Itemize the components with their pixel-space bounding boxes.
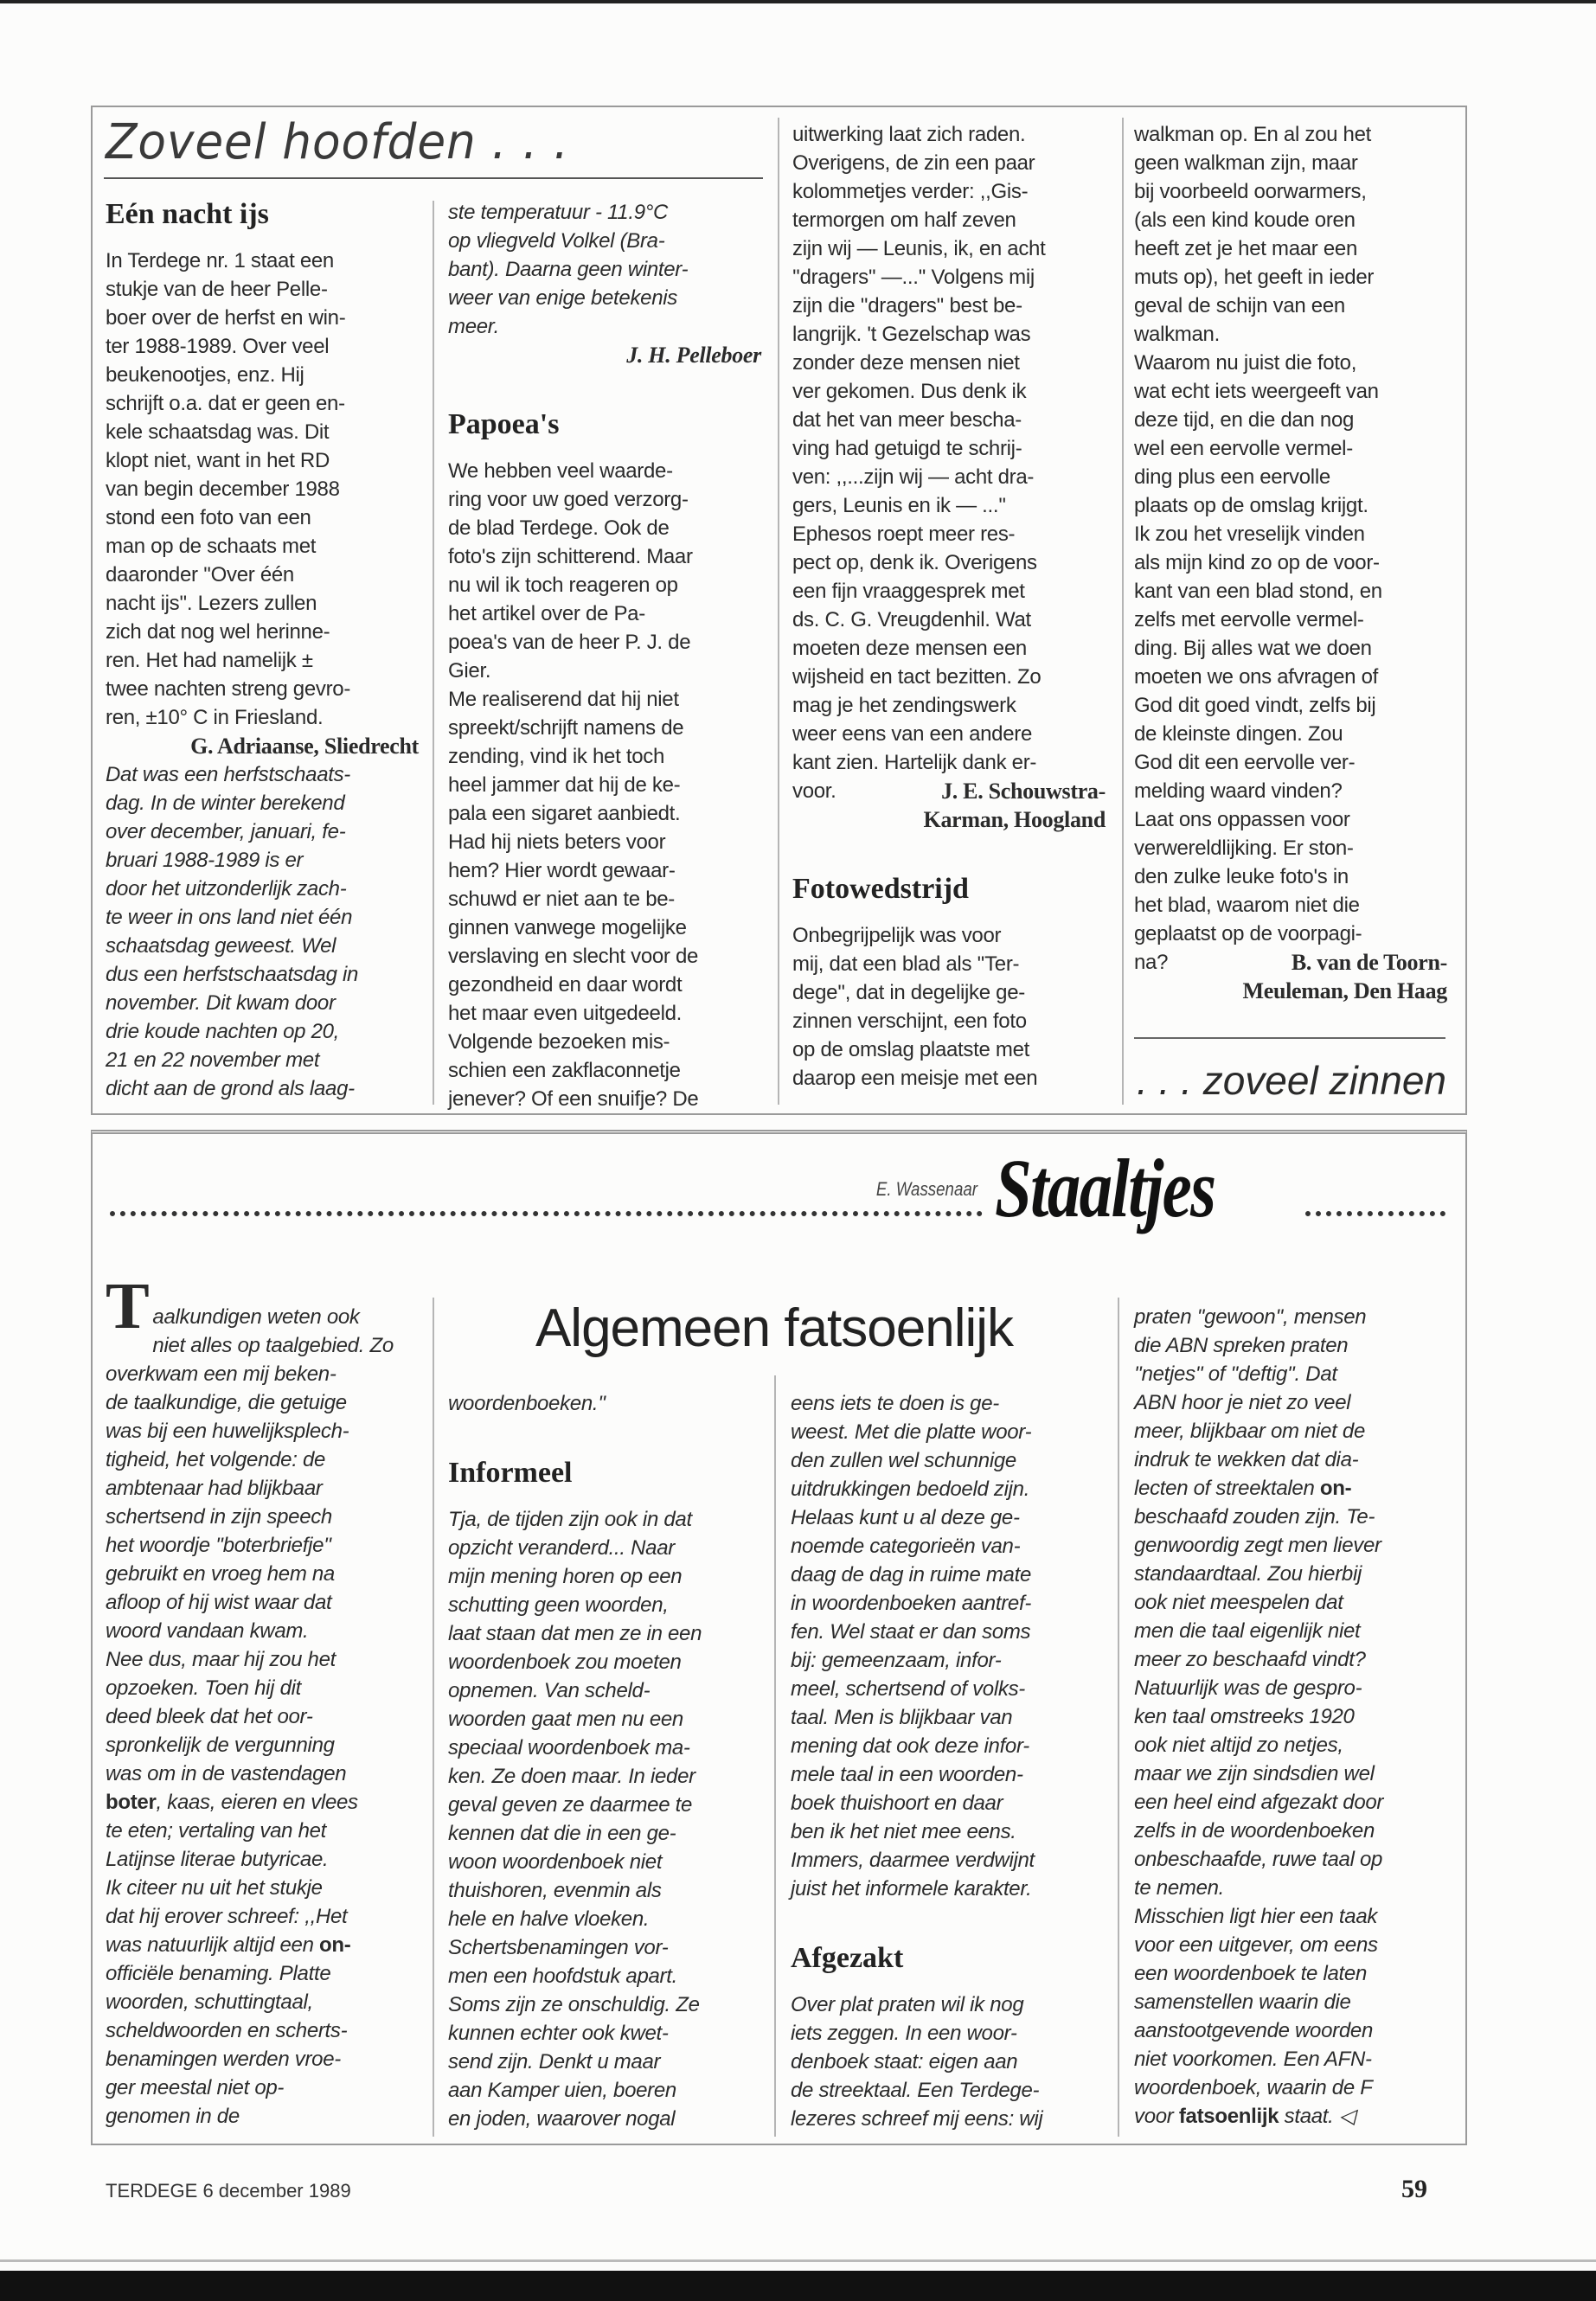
text-line: hem? Hier wordt gewaar- — [448, 859, 676, 882]
text-line: walkman. — [1134, 323, 1220, 346]
text-line: mijn mening horen op een — [448, 1565, 683, 1588]
text-line: langrijk. 't Gezelschap was — [792, 323, 1031, 346]
text-line: Natuurlijk was de gespro- — [1134, 1676, 1362, 1700]
text-line: officiële benaming. Platte — [106, 1962, 331, 1985]
text-line: ding plus een eervolle — [1134, 465, 1330, 489]
text-line: ring voor uw goed verzorg- — [448, 488, 689, 511]
dotted-rule-left — [110, 1211, 983, 1216]
text-line: geplaatst op de voorpagi- — [1134, 922, 1362, 945]
text-line: walkman op. En al zou het — [1134, 123, 1371, 146]
text-line: te weer in ons land niet één — [106, 906, 353, 929]
text-line: geval geven ze daarmee te — [448, 1793, 693, 1817]
text-line: Had hij niets beters voor — [448, 830, 666, 854]
text-line: ''dragers'' —...'' Volgens mij — [792, 266, 1035, 289]
text-line: kolommetjes verder: ,,Gis- — [792, 180, 1029, 203]
text-line: Me realiserend dat hij niet — [448, 688, 679, 711]
text-line: boek thuishoort en daar — [791, 1791, 1003, 1815]
text-line: was om in de vastendagen — [106, 1762, 347, 1785]
text-line: Schertsbenamingen vor- — [448, 1936, 669, 1959]
column-divider — [1122, 118, 1124, 1105]
text-line: ren. Het had namelijk ± — [106, 649, 313, 672]
text-line: hele en halve vloeken. — [448, 1907, 650, 1931]
text-line: ste temperatuur - 11.9°C — [448, 201, 669, 224]
text-line: mening dat ook deze infor- — [791, 1734, 1029, 1758]
text-line: ving had getuigd te schrij- — [792, 437, 1022, 460]
text-line: melding waard vinden? — [1134, 779, 1343, 803]
text-line: ginnen vanwege mogelijke — [448, 916, 687, 939]
text-line: ken taal omstreeks 1920 — [1134, 1705, 1355, 1728]
text-line: over december, januari, fe- — [106, 820, 346, 843]
text-line: en joden, waarover nogal — [448, 2107, 676, 2131]
text-line: heeft zet je het maar een — [1134, 237, 1358, 260]
text-line: stukje van de heer Pelle- — [106, 278, 328, 301]
text-line: woord vandaan kwam. — [106, 1619, 309, 1643]
text-line: samenstellen waarin die — [1134, 1990, 1351, 2014]
column-divider — [774, 1375, 776, 2137]
text-line: nu wil ik toch reageren op — [448, 574, 678, 597]
text-line: kant van een blad stond, en — [1134, 580, 1382, 603]
text-line: meel, schertsend of volks- — [791, 1677, 1025, 1701]
text-line: Immers, daarmee verdwijnt — [791, 1849, 1035, 1872]
text-line: mij, dat een blad als ''Ter- — [792, 952, 1020, 976]
text-line: zelfs in de woordenboeken — [1134, 1819, 1375, 1843]
text-line: tigheid, het volgende: de — [106, 1448, 326, 1471]
article-column-4 — [1134, 1303, 1447, 2131]
text-line: was bij een huwelijksplech- — [106, 1420, 349, 1443]
letter-signature: J. E. Schouwstra- — [941, 779, 1106, 804]
text-line: deed bleek dat het oor- — [106, 1705, 313, 1728]
text-line: aanstootgevende woorden — [1134, 2019, 1373, 2042]
article-column-3 — [791, 1389, 1104, 2133]
text-line: als mijn kind zo op de voor- — [1134, 551, 1380, 574]
text-line: noemde categorieën van- — [791, 1535, 1021, 1558]
text-line: bant). Daarna geen winter- — [448, 258, 689, 281]
section-closing-title: . . . zoveel zinnen — [1137, 1058, 1446, 1103]
closing-rule — [1134, 1037, 1445, 1039]
text-line: genomen in de — [106, 2105, 240, 2128]
text-line: ook niet meespelen dat — [1134, 1591, 1343, 1614]
text-line: men een hoofdstuk apart. — [448, 1965, 677, 1988]
text-line: opzoeken. Toen hij dit — [106, 1676, 302, 1700]
text-fragment: lecten of streektalen — [1134, 1477, 1320, 1500]
text-line: onbeschaafde, ruwe taal op — [1134, 1848, 1383, 1871]
text-line: muts op), het geeft in ieder — [1134, 266, 1375, 289]
text-line: niet voorkomen. Een AFN- — [1134, 2048, 1372, 2071]
text-line: het artikel over de Pa- — [448, 602, 645, 625]
author-name: E. Wassenaar — [875, 1178, 977, 1200]
text-line: gezondheid en daar wordt — [448, 973, 683, 997]
text-line: dat hij erover schreef: ,,Het — [106, 1905, 348, 1928]
text-line: opnemen. Van scheld- — [448, 1679, 651, 1702]
text-line: lezeres schreef mij eens: wij — [791, 2107, 1043, 2131]
text-line: schertsend in zijn speech — [106, 1505, 332, 1529]
text-line: eens iets te doen is ge- — [791, 1392, 999, 1415]
text-line: meer, blijkbaar om niet de — [1134, 1420, 1366, 1443]
text-line: daag de dag in ruime mate — [791, 1563, 1032, 1586]
article-column-1 — [106, 1270, 419, 2131]
text-fragment: voor — [1134, 2105, 1179, 2128]
drop-cap: T — [106, 1270, 150, 1343]
text-line: een heel eind afgezakt door — [1134, 1791, 1384, 1814]
text-line — [1134, 1474, 1447, 1503]
text-line: wijsheid en tact bezitten. Zo — [792, 665, 1042, 689]
text-line: moeten we ons afvragen of — [1134, 665, 1379, 689]
text-line: ken. Ze doen maar. In ieder — [448, 1765, 695, 1788]
text-line: dicht aan de grond als laag- — [106, 1077, 355, 1100]
text-line: woorden gaat men nu een — [448, 1708, 683, 1731]
text-line: weer van enige betekenis — [448, 286, 677, 310]
text-line: de taalkundige, die getuige — [106, 1391, 347, 1414]
text-line: verwereldlijking. Er ston- — [1134, 836, 1354, 860]
text-line: God dit goed vindt, zelfs bij — [1134, 694, 1376, 717]
letters-column-2 — [448, 198, 761, 1113]
letters-column-1 — [106, 197, 419, 1103]
text-line: woordenboek zou moeten — [448, 1650, 682, 1674]
text-line: Overigens, de zin een paar — [792, 151, 1035, 175]
text-line: dege'', dat in degelijke ge- — [792, 981, 1025, 1004]
text-line: wel een eervolle vermel- — [1134, 437, 1353, 460]
text-line: zelfs met eervolle vermel- — [1134, 608, 1364, 631]
text-line: kant zien. Hartelijk dank er- — [792, 751, 1037, 774]
text-line: het blad, waarom niet die — [1134, 894, 1360, 917]
text-line: den zullen wel schunnige — [791, 1449, 1016, 1472]
text-line: schutting geen woorden, — [448, 1593, 669, 1617]
bold-word: boter — [106, 1791, 157, 1814]
section-heading: Eén nacht ijs — [106, 198, 269, 230]
text-line: plaats op de omslag krijgt. — [1134, 494, 1368, 517]
text-line: op vliegveld Volkel (Bra- — [448, 229, 665, 253]
text-line: standaardtaal. Zou hierbij — [1134, 1562, 1362, 1586]
text-fragment: na? — [1134, 951, 1169, 974]
text-line: zending, vind ik het toch — [448, 745, 664, 768]
text-line: Soms zijn ze onschuldig. Ze — [448, 1993, 700, 2016]
text-line: send zijn. Denkt u maar — [448, 2050, 661, 2073]
section-heading: Afgezakt — [791, 1942, 904, 1974]
text-line: dag. In de winter berekend — [106, 792, 345, 815]
text-line: Gier. — [448, 659, 491, 683]
text-line: mag je het zendingswerk — [792, 694, 1016, 717]
text-line: kunnen echter ook kwet- — [448, 2022, 669, 2045]
text-line: de kleinste dingen. Zou — [1134, 722, 1343, 746]
text-line: verslaving en slecht voor de — [448, 945, 699, 968]
text-line — [106, 1931, 419, 1959]
text-line: in woordenboeken aantref- — [791, 1592, 1032, 1615]
text-line: dat het van meer bescha- — [792, 408, 1022, 432]
text-line: spreekt/schrijft namens de — [448, 716, 684, 740]
text-line: mele taal in een woorden- — [791, 1763, 1023, 1786]
text-line: opzicht veranderd... Naar — [448, 1536, 675, 1560]
text-line: weer eens van een andere — [792, 722, 1033, 746]
text-line: schien een zakflaconnetje — [448, 1059, 681, 1082]
text-line: te nemen. — [1134, 1876, 1225, 1900]
text-line: op de omslag plaatste met — [792, 1038, 1029, 1061]
letters-column-3 — [792, 120, 1106, 1093]
text-line: den zulke leuke foto's in — [1134, 865, 1349, 888]
text-line: ds. C. G. Vreugdenhil. Wat — [792, 608, 1031, 631]
text-line: gers, Leunis en ik — ...'' — [792, 494, 1006, 517]
text-line: daarop een meisje met een — [792, 1067, 1038, 1090]
text-line: november. Dit kwam door — [106, 991, 336, 1015]
text-line: ''netjes'' of ''deftig''. Dat — [1134, 1362, 1337, 1386]
text-line: meer. — [448, 315, 499, 338]
text-line: schrijft o.a. dat er geen en- — [106, 392, 345, 415]
text-line: fen. Wel staat er dan soms — [791, 1620, 1031, 1644]
text-line: ben ik het niet mee eens. — [791, 1820, 1016, 1843]
page-bottom-line — [0, 2259, 1596, 2262]
bold-word: on- — [1319, 1477, 1352, 1500]
letter-signature: Karman, Hoogland — [923, 807, 1106, 832]
column-divider — [1118, 1298, 1119, 2137]
text-line: Onbegrijpelijk was voor — [792, 924, 1002, 947]
text-line: de blad Terdege. Ook de — [448, 516, 670, 540]
letters-column-4 — [1134, 120, 1447, 1005]
text-line: geval de schijn van een — [1134, 294, 1345, 317]
text-line: zijn die ''dragers'' best be- — [792, 294, 1022, 317]
text-line: overkwam een mij beken- — [106, 1362, 337, 1386]
text-line: ver gekomen. Dus denk ik — [792, 380, 1027, 403]
text-line-with-signature — [792, 777, 1106, 805]
text-line: stond een foto van een — [106, 506, 311, 529]
text-line: kele schaatsdag was. Dit — [106, 420, 330, 444]
text-line: drie koude nachten op 20, — [106, 1020, 340, 1043]
text-line: pect op, denk ik. Overigens — [792, 551, 1037, 574]
text-line: niet alles op taalgebied. Zo — [152, 1334, 394, 1357]
text-line: gebruikt en vroeg hem na — [106, 1562, 335, 1586]
letter-signature: Meuleman, Den Haag — [1242, 978, 1447, 1003]
letter-signature: B. van de Toorn- — [1291, 950, 1447, 975]
text-line: wat echt iets weergeeft van — [1134, 380, 1379, 403]
text-line: ook niet altijd zo netjes, — [1134, 1734, 1343, 1757]
text-line: foto's zijn schitterend. Maar — [448, 545, 693, 568]
publication-date: TERDEGE 6 december 1989 — [106, 2180, 351, 2202]
text-line — [106, 1788, 419, 1817]
text-line: ABN hoor je niet zo veel — [1134, 1391, 1351, 1414]
text-line: dus een herfstschaatsdag in — [106, 963, 359, 986]
text-line — [1134, 2102, 1447, 2131]
column-divider — [778, 118, 779, 1105]
text-line: van begin december 1988 — [106, 478, 340, 501]
column-divider — [433, 1298, 434, 2137]
text-line: maar we zijn sindsdien wel — [1134, 1762, 1375, 1785]
text-line: ven: ,,...zijn wij — acht dra- — [792, 465, 1035, 489]
text-line: pala een sigaret aanbiedt. — [448, 802, 681, 825]
text-line: uitdrukkingen bedoeld zijn. — [791, 1477, 1030, 1501]
column-logo: Staaltjes — [995, 1142, 1215, 1234]
text-line: Ephesos roept meer res- — [792, 522, 1016, 546]
text-line: bij voorbeeld oorwarmers, — [1134, 180, 1367, 203]
text-line: zijn wij — Leunis, ik, en acht — [792, 237, 1046, 260]
article-headline: Algemeen fatsoenlijk — [535, 1298, 1014, 1358]
section-heading: Fotowedstrijd — [792, 873, 969, 905]
text-line: thuishoren, evenmin als — [448, 1879, 662, 1902]
text-fragment: voor. — [792, 779, 836, 803]
text-line: (als een kind koude oren — [1134, 208, 1356, 232]
text-line: ambtenaar had blijkbaar — [106, 1477, 323, 1500]
text-line: nacht ijs''. Lezers zullen — [106, 592, 317, 615]
text-line: zonder deze mensen niet — [792, 351, 1020, 375]
text-line: kennen dat die in een ge- — [448, 1822, 676, 1845]
text-line: ding. Bij alles wat we doen — [1134, 637, 1372, 660]
text-line: 21 en 22 november met — [106, 1048, 320, 1072]
text-line: benamingen werden vroe- — [106, 2048, 341, 2071]
text-line: het woordje ''boterbriefje'' — [106, 1534, 331, 1557]
text-line: bruari 1988-1989 is er — [106, 849, 304, 872]
text-line: spronkelijk de vergunning — [106, 1734, 335, 1757]
text-line: weest. Met die platte woor- — [791, 1420, 1032, 1444]
text-line: woorden, schuttingtaal, — [106, 1990, 313, 2014]
column-divider — [433, 201, 434, 1105]
text-line: laat staan dat men ze in een — [448, 1622, 702, 1645]
text-line: jenever? Of een snuifje? De — [448, 1087, 699, 1111]
text-line: ter 1988-1989. Over veel — [106, 335, 330, 358]
section-title: Zoveel hoofden . . . — [106, 114, 569, 170]
text-line-with-signature — [1134, 948, 1447, 977]
text-line: Laat ons oppassen voor — [1134, 808, 1350, 831]
page-top-edge — [0, 0, 1596, 3]
text-line: beschaafd zouden zijn. Te- — [1134, 1505, 1375, 1529]
text-line: door het uitzonderlijk zach- — [106, 877, 347, 901]
text-line: voor een uitgever, om eens — [1134, 1933, 1378, 1957]
text-line: Nee dus, maar hij zou het — [106, 1648, 336, 1671]
text-line: Ik zou het vreselijk vinden — [1134, 522, 1365, 546]
text-line: Dat was een herfstschaats- — [106, 763, 351, 786]
text-fragment: staat. ◁ — [1279, 2105, 1356, 2128]
text-line: Helaas kunt u al deze ge- — [791, 1506, 1020, 1529]
text-fragment: , kaas, eieren en vlees — [156, 1791, 358, 1814]
text-line: schuwd er niet aan te be- — [448, 888, 675, 911]
text-line: beukenootjes, enz. Hij — [106, 363, 304, 387]
text-line: Waarom nu juist die foto, — [1134, 351, 1357, 375]
text-line: Tja, de tijden zijn ook in dat — [448, 1508, 692, 1531]
text-line: God dit een eervolle ver- — [1134, 751, 1356, 774]
text-line: Over plat praten wil ik nog — [791, 1993, 1024, 2016]
letter-signature: J. H. Pelleboer — [626, 343, 761, 368]
text-line: woon woordenboek niet — [448, 1850, 663, 1874]
text-line: deze tijd, en die dan nog — [1134, 408, 1355, 432]
text-line: de streektaal. Een Terdege- — [791, 2079, 1040, 2102]
text-fragment: was natuurlijk altijd een — [106, 1933, 320, 1957]
text-line: afloop of hij wist waar dat — [106, 1591, 332, 1614]
section-heading: Papoea's — [448, 408, 560, 440]
text-line: geen walkman zijn, maar — [1134, 151, 1358, 175]
dotted-rule-right — [1305, 1211, 1445, 1216]
text-line: woordenboeken.'' — [448, 1392, 606, 1415]
text-line: scheldwoorden en scherts- — [106, 2019, 348, 2042]
text-line: zinnen verschijnt, een foto — [792, 1009, 1027, 1033]
text-line: uitwerking laat zich raden. — [792, 123, 1026, 146]
text-line: man op de schaats met — [106, 535, 317, 558]
text-fragment: aalkundigen weten ook — [152, 1305, 360, 1329]
text-line: praten ''gewoon'', mensen — [1134, 1305, 1367, 1329]
text-line: woordenboek, waarin de F — [1134, 2076, 1373, 2099]
text-line: een fijn vraaggesprek met — [792, 580, 1025, 603]
text-line: meer zo beschaafd vindt? — [1134, 1648, 1366, 1671]
bold-word: on- — [319, 1933, 351, 1957]
text-line: te eten; vertaling van het — [106, 1819, 327, 1843]
first-line — [106, 1270, 419, 1343]
text-line: poea's van de heer P. J. de — [448, 631, 691, 654]
text-line: genwoordig zegt men liever — [1134, 1534, 1381, 1557]
text-line: aan Kamper uien, boeren — [448, 2079, 676, 2102]
letter-signature: G. Adriaanse, Sliedrecht — [190, 734, 419, 759]
text-line: twee nachten streng gevro- — [106, 677, 351, 701]
text-line: indruk te wekken dat dia- — [1134, 1448, 1359, 1471]
text-line: In Terdege nr. 1 staat een — [106, 249, 334, 272]
text-line: termorgen om half zeven — [792, 208, 1016, 232]
text-line: heel jammer dat hij de ke- — [448, 773, 681, 797]
text-line: zich dat nog wel herinne- — [106, 620, 330, 644]
section-heading: Informeel — [448, 1457, 573, 1489]
text-line: We hebben veel waarde- — [448, 459, 673, 483]
article-column-2 — [448, 1389, 761, 2133]
text-line: ger meestal niet op- — [106, 2076, 285, 2099]
text-line: taal. Men is blijkbaar van — [791, 1706, 1013, 1729]
text-line: schaatsdag geweest. Wel — [106, 934, 337, 958]
text-line: men die taal eigenlijk niet — [1134, 1619, 1361, 1643]
text-line: boer over de herfst en win- — [106, 306, 346, 330]
text-line: juist het informele karakter. — [791, 1877, 1032, 1900]
text-line: Ik citeer nu uit het stukje — [106, 1876, 323, 1900]
text-line: een woordenboek te laten — [1134, 1962, 1368, 1985]
text-line: denboek staat: eigen aan — [791, 2050, 1018, 2073]
text-line: Volgende bezoeken mis- — [448, 1030, 670, 1054]
page-number: 59 — [1401, 2175, 1427, 2203]
text-line: Latijnse literae butyricae. — [106, 1848, 329, 1871]
text-line: iets zeggen. In een woor- — [791, 2022, 1017, 2045]
text-line: speciaal woordenboek ma- — [448, 1736, 690, 1759]
text-line: het maar even uitgedeeld. — [448, 1002, 683, 1025]
text-line: die ABN spreken praten — [1134, 1334, 1349, 1357]
page-bottom-edge — [0, 2271, 1596, 2301]
text-line: ren, ±10° C in Friesland. — [106, 706, 324, 729]
bold-word: fatsoenlijk — [1178, 2105, 1279, 2128]
text-line: daaronder ''Over één — [106, 563, 294, 586]
text-line: bij: gemeenzaam, infor- — [791, 1649, 1002, 1672]
text-line: Misschien ligt hier een taak — [1134, 1905, 1378, 1928]
text-line: moeten deze mensen een — [792, 637, 1027, 660]
title-rule — [104, 177, 763, 179]
text-line: klopt niet, want in het RD — [106, 449, 330, 472]
